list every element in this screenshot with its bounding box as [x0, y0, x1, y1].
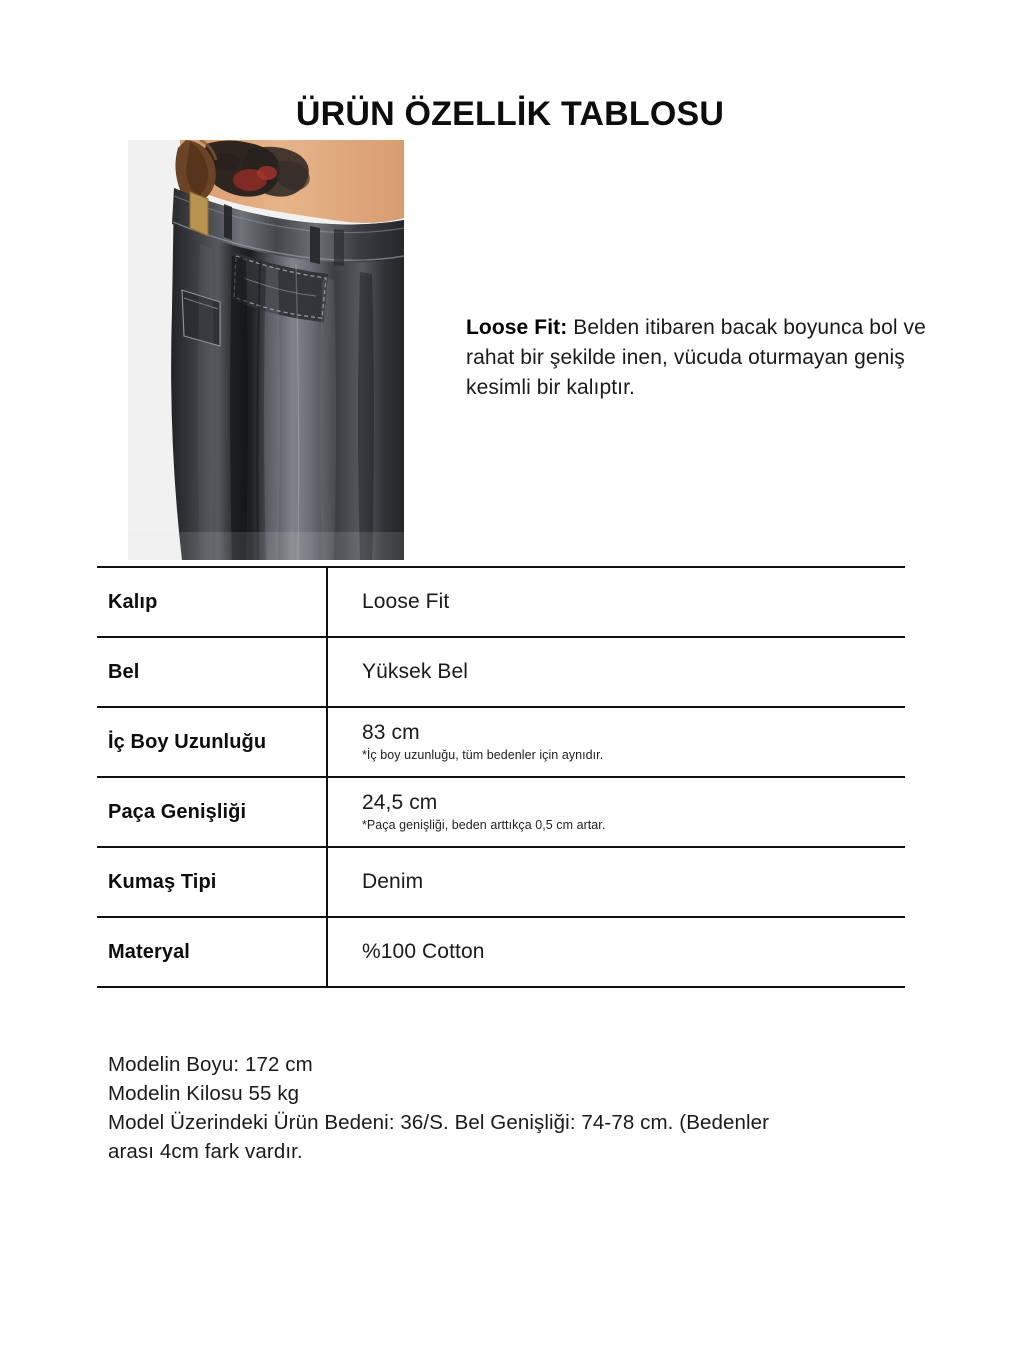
- spec-value-note: *İç boy uzunluğu, tüm bedenler için aynıdır.: [362, 747, 604, 762]
- spec-value-main: Loose Fit: [362, 590, 450, 614]
- page-title: ÜRÜN ÖZELLİK TABLOSU: [295, 95, 725, 133]
- spec-value-materyal: [327, 917, 905, 987]
- spec-value-note: *Paça genişliği, beden arttıkça 0,5 cm artar.: [362, 817, 606, 832]
- spec-value-kalip: [327, 567, 905, 637]
- belt-loop: [224, 204, 232, 240]
- spec-label-kumas-tipi: Kumaş Tipi: [97, 847, 327, 917]
- spec-value-paca-genisligi: [327, 777, 905, 847]
- spec-value-main: Denim: [362, 870, 424, 894]
- spec-table-body: [97, 567, 905, 987]
- spec-value-main: 83 cm: [362, 721, 420, 745]
- model-note-line: Modelin Kilosu 55 kg: [108, 1082, 300, 1106]
- table-row: [97, 707, 905, 777]
- table-row: [97, 847, 905, 917]
- product-photo: [128, 140, 404, 560]
- spec-label-paca-genisligi: Paça Genişliği: [97, 777, 327, 847]
- model-note-line: arası 4cm fark vardır.: [108, 1140, 303, 1164]
- fit-description-lead: Loose Fit:: [466, 316, 568, 339]
- belt-loop: [310, 226, 320, 264]
- spec-value-main: Yüksek Bel: [362, 660, 469, 684]
- spec-value-kumas-tipi: [327, 847, 905, 917]
- spec-value-ic-boy-uzunlugu: [327, 707, 905, 777]
- leather-brand-patch: [190, 192, 208, 236]
- spec-value-main: 24,5 cm: [362, 791, 438, 815]
- table-row: [97, 777, 905, 847]
- belt-loop: [334, 229, 344, 266]
- product-photo-illustration: [128, 140, 404, 560]
- spec-label-materyal: Materyal: [97, 917, 327, 987]
- model-note-line: Modelin Boyu: 172 cm: [108, 1053, 313, 1076]
- product-spec-table: [97, 566, 905, 988]
- table-row: [97, 637, 905, 707]
- spec-value-main: %100 Cotton: [362, 940, 485, 964]
- fit-description-body: Belden itibaren bacak boyunca bol ve rahat bir şekilde inen, vücuda oturmayan geniş kesimli bir kalıptır.: [466, 316, 926, 399]
- table-row: [97, 917, 905, 987]
- model-notes: [108, 1050, 908, 1166]
- fit-description: [466, 313, 936, 402]
- spec-label-bel: Bel: [97, 637, 327, 707]
- spec-value-bel: [327, 637, 905, 707]
- spec-label-kalip: Kalıp: [97, 567, 327, 637]
- model-note-line: Model Üzerindeki Ürün Bedeni: 36/S. Bel Genişliği: 74-78 cm. (Bedenler: [108, 1111, 770, 1135]
- spec-label-ic-boy-uzunlugu: İç Boy Uzunluğu: [97, 707, 327, 777]
- table-row: [97, 567, 905, 637]
